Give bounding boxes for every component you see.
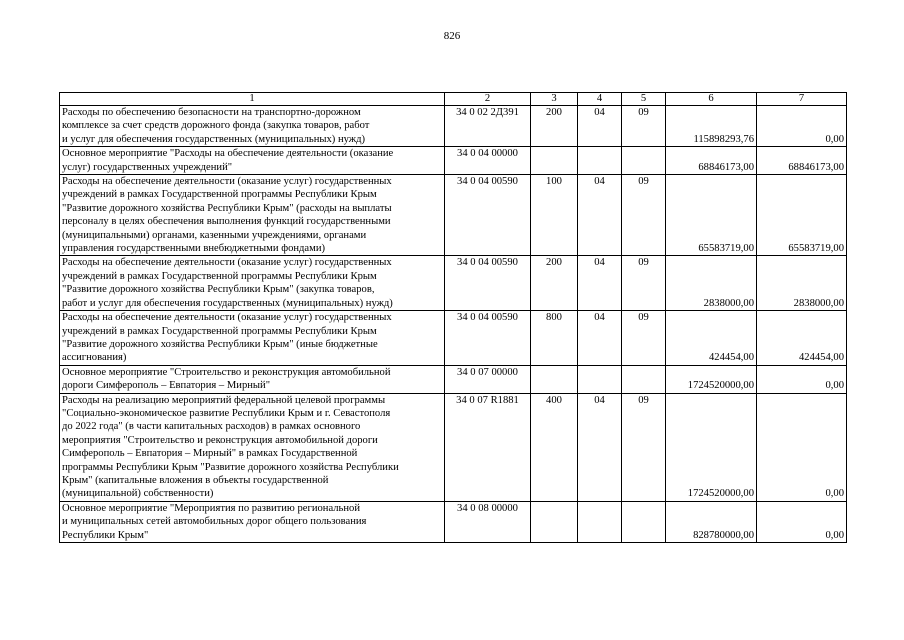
target-article-code: 34 0 04 00590 (445, 311, 531, 366)
subsection-code: 09 (622, 311, 666, 366)
expense-type-code (531, 365, 578, 393)
section-code (578, 501, 622, 542)
section-code: 04 (578, 106, 622, 147)
table-row (60, 501, 847, 542)
subsection-code: 09 (622, 393, 666, 501)
amount-year-2: 0,00 (757, 501, 847, 542)
amount-year-1: 1724520000,00 (666, 365, 757, 393)
amount-year-2: 65583719,00 (757, 175, 847, 256)
table-row (60, 106, 847, 147)
target-article-code: 34 0 02 2Д391 (445, 106, 531, 147)
section-code (578, 147, 622, 175)
target-article-code: 34 0 07 R1881 (445, 393, 531, 501)
target-article-code: 34 0 04 00000 (445, 147, 531, 175)
section-code: 04 (578, 175, 622, 256)
target-article-code: 34 0 08 00000 (445, 501, 531, 542)
table-body (60, 93, 847, 543)
subsection-code (622, 365, 666, 393)
budget-table (59, 92, 847, 543)
expense-type-code (531, 147, 578, 175)
header-row (60, 93, 847, 106)
target-article-code: 34 0 07 00000 (445, 365, 531, 393)
subsection-code: 09 (622, 106, 666, 147)
expense-type-code: 400 (531, 393, 578, 501)
section-code: 04 (578, 311, 622, 366)
amount-year-1: 2838000,00 (666, 256, 757, 311)
amount-year-1: 424454,00 (666, 311, 757, 366)
row-description: Основное мероприятие "Мероприятия по развитию региональной и муниципальных сетей автомобильных дорог общего пользования Республики Крым" (60, 501, 445, 542)
amount-year-1: 115898293,76 (666, 106, 757, 147)
amount-year-2: 2838000,00 (757, 256, 847, 311)
expense-type-code (531, 501, 578, 542)
amount-year-1: 65583719,00 (666, 175, 757, 256)
target-article-code: 34 0 04 00590 (445, 256, 531, 311)
table-row (60, 256, 847, 311)
row-description: Расходы на обеспечение деятельности (оказание услуг) государственных учреждений в рамках Государственной программы Республики Крым "Развитие дорожного хозяйства Республики Крым" (расходы на выплаты персоналу в целях обеспечения выполнения функций государственными (муниципальными) органами, казенными учреждениями, органами управления государственными внебюджетными фондами) (60, 175, 445, 256)
section-code: 04 (578, 256, 622, 311)
column-header: 5 (622, 93, 666, 106)
subsection-code: 09 (622, 256, 666, 311)
table-row (60, 393, 847, 501)
row-description: Расходы по обеспечению безопасности на транспортно-дорожном комплексе за счет средств дорожного фонда (закупка товаров, работ и услуг для обеспечения государственных (муниципальных) нужд) (60, 106, 445, 147)
column-header: 2 (445, 93, 531, 106)
section-code: 04 (578, 393, 622, 501)
row-description: Основное мероприятие "Строительство и реконструкция автомобильной дороги Симферополь – Евпатория – Мирный" (60, 365, 445, 393)
column-header: 1 (60, 93, 445, 106)
column-header: 3 (531, 93, 578, 106)
column-header: 6 (666, 93, 757, 106)
row-description: Расходы на обеспечение деятельности (оказание услуг) государственных учреждений в рамках Государственной программы Республики Крым "Развитие дорожного хозяйства Республики Крым" (закупка товаров, работ и услуг для обеспечения государственных (муниципальных) нужд) (60, 256, 445, 311)
target-article-code: 34 0 04 00590 (445, 175, 531, 256)
expense-type-code: 200 (531, 106, 578, 147)
subsection-code: 09 (622, 175, 666, 256)
expense-type-code: 200 (531, 256, 578, 311)
amount-year-2: 0,00 (757, 106, 847, 147)
expense-type-code: 100 (531, 175, 578, 256)
amount-year-2: 424454,00 (757, 311, 847, 366)
amount-year-1: 828780000,00 (666, 501, 757, 542)
table-row (60, 175, 847, 256)
table-row (60, 147, 847, 175)
amount-year-1: 1724520000,00 (666, 393, 757, 501)
amount-year-2: 68846173,00 (757, 147, 847, 175)
table-row (60, 311, 847, 366)
column-header: 4 (578, 93, 622, 106)
subsection-code (622, 147, 666, 175)
column-header: 7 (757, 93, 847, 106)
table-row (60, 365, 847, 393)
row-description: Основное мероприятие "Расходы на обеспечение деятельности (оказание услуг) государственных учреждений" (60, 147, 445, 175)
expense-type-code: 800 (531, 311, 578, 366)
section-code (578, 365, 622, 393)
amount-year-1: 68846173,00 (666, 147, 757, 175)
page-number: 826 (443, 30, 461, 42)
amount-year-2: 0,00 (757, 365, 847, 393)
amount-year-2: 0,00 (757, 393, 847, 501)
row-description: Расходы на реализацию мероприятий федеральной целевой программы "Социально-экономическое развитие Республики Крым и г. Севастополя до 2022 года" (в части капитальных расходов) в рамках основного мероприятия "Строительство и реконструкция автомобильной дороги Симферополь – Евпатория – Мирный" в рамках Государственной программы Республики Крым "Развитие дорожного хозяйства Республики Крым" (капитальные вложения в объекты государственной (муниципальной) собственности) (60, 393, 445, 501)
row-description: Расходы на обеспечение деятельности (оказание услуг) государственных учреждений в рамках Государственной программы Республики Крым "Развитие дорожного хозяйства Республики Крым" (иные бюджетные ассигнования) (60, 311, 445, 366)
subsection-code (622, 501, 666, 542)
